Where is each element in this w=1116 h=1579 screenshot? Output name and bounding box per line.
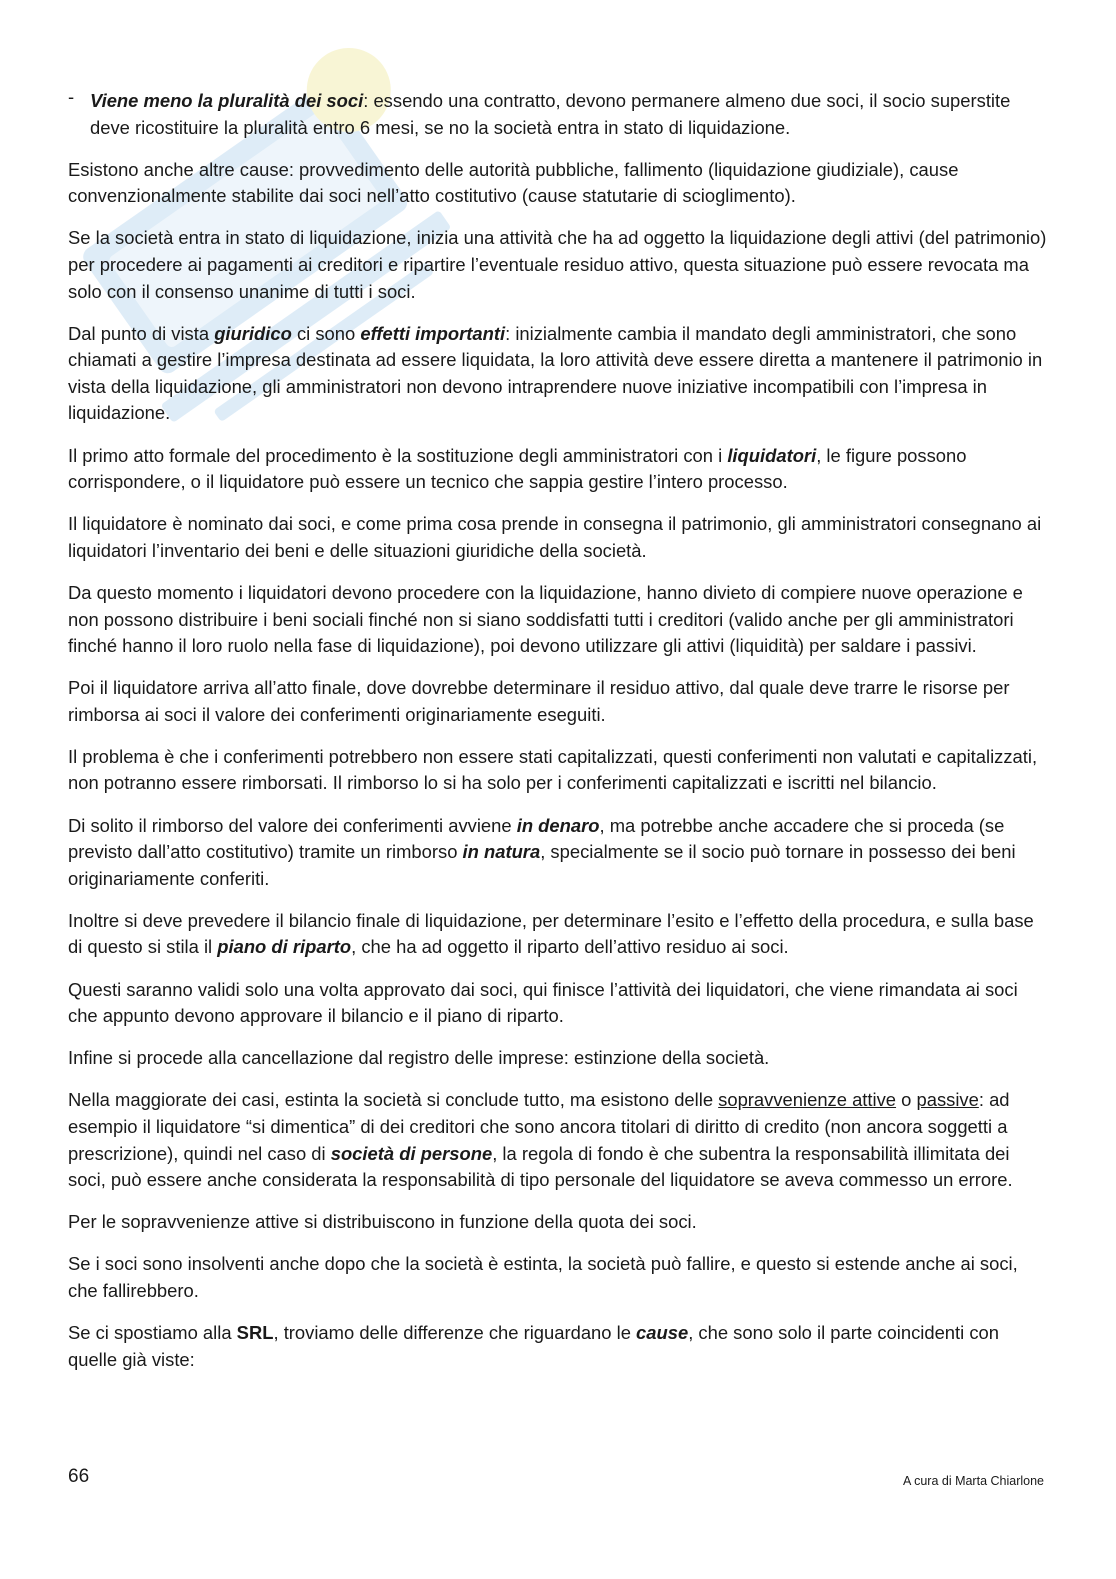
text-run: Dal punto di vista	[68, 322, 215, 344]
paragraph	[68, 225, 1048, 305]
text-run: : inizialmente cambia il mandato degli amministratori, che sono chiamati a gestire l’impresa destinata ad essere liquidata, la loro attività deve essere diretta a mantenere il patrimonio in vista della liquidazione, gli amministratori non devono intraprendere nuove iniziative incompatibili con l’impresa in liquidazione.	[68, 322, 1043, 424]
bullet-marker: -	[68, 86, 75, 107]
emphasized-text: SRL	[236, 1321, 274, 1343]
emphasized-text: società di persone	[330, 1142, 493, 1164]
emphasized-text: in denaro	[516, 814, 600, 836]
paragraph	[68, 744, 1048, 797]
paragraph	[68, 1209, 1048, 1236]
text-run: Per le sopravvenienze attive si distribuiscono in funzione della quota dei soci.	[68, 1211, 697, 1233]
footer-credit: A cura di Marta Chiarlone	[902, 1474, 1044, 1488]
text-run: Il liquidatore è nominato dai soci, e come prima cosa prende in consegna il patrimonio, gli amministratori consegnano ai liquidatori l’inventario dei beni e delle situazioni giuridiche della società.	[68, 513, 1042, 561]
paragraph	[68, 443, 1048, 496]
text-run: Poi il liquidatore arriva all’atto finale, dove dovrebbe determinare il residuo attivo, dal quale deve trarre le risorse per rimborsa ai soci il valore dei conferimenti originariamente eseguiti.	[68, 677, 1010, 725]
paragraph	[68, 1045, 1048, 1072]
emphasized-text: Viene meno la pluralità dei soci	[90, 90, 364, 111]
emphasized-text: sopravvenienze attive	[718, 1089, 897, 1111]
emphasized-text: giuridico	[214, 322, 292, 344]
emphasized-text: cause	[636, 1321, 689, 1343]
text-run: Il problema è che i conferimenti potrebbero non essere stati capitalizzati, questi conferimenti non valutati e capitalizzati, non potranno essere rimborsati. Il rimborso lo si ha solo per i conferimenti capitalizzati e iscritti nel bilancio.	[68, 745, 1038, 794]
text-run: : essendo una contratto, devono permanere almeno due soci, il socio superstite deve ricostituire la pluralità entro 6 mesi, se no la società entra in stato di liquidazione.	[90, 90, 1011, 138]
document-body	[68, 88, 1048, 1389]
emphasized-text: piano di riparto	[217, 936, 352, 958]
text-run: , le figure possono corrispondere, o il liquidatore può essere un tecnico che sappia gestire l’intero processo.	[68, 444, 967, 493]
text-run: ci sono	[291, 322, 361, 344]
emphasized-text: in natura	[462, 841, 541, 863]
text-run: Se la società entra in stato di liquidazione, inizia una attività che ha ad oggetto la liquidazione degli attivi (del patrimonio) per procedere ai pagamenti ai creditori e ripartire l’eventuale residuo attivo, questa situazione può essere revocata ma solo con il consenso unanime di tutti i soci.	[68, 227, 1047, 302]
paragraph	[68, 1087, 1048, 1193]
text-run: Nella maggiorate dei casi, estinta la società si conclude tutto, ma esistono delle	[68, 1089, 719, 1111]
bullet-paragraph	[68, 88, 1048, 141]
text-run: Il primo atto formale del procedimento è la sostituzione degli amministratori con i	[68, 444, 728, 466]
emphasized-text: passive	[916, 1089, 979, 1111]
text-run: Infine si procede alla cancellazione dal registro delle imprese: estinzione della società.	[68, 1047, 770, 1069]
text-run: Se i soci sono insolventi anche dopo che la società è estinta, la società può fallire, e questo si estende anche ai soci, che fallirebbero.	[68, 1253, 1018, 1301]
text-run: Da questo momento i liquidatori devono procedere con la liquidazione, hanno divieto di compiere nuove operazione e non possono distribuire i beni sociali finché non si siano soddisfatti tutti i creditori (valido anche per gli amministratori finché hanno il loro ruolo nella fase di liquidazione), poi devono utilizzare gli attivi (liquidità) per saldare i passivi.	[68, 581, 1023, 657]
text-run: Di solito il rimborso del valore dei conferimenti avviene	[68, 814, 517, 836]
page-number: 66	[68, 1466, 90, 1487]
paragraph	[68, 580, 1048, 660]
text-run: , che sono solo il parte coincidenti con quelle già viste:	[68, 1321, 999, 1370]
paragraph	[68, 813, 1048, 893]
paragraph	[68, 1251, 1048, 1304]
text-run: Questi saranno validi solo una volta approvato dai soci, qui finisce l’attività dei liquidatori, che viene rimandata ai soci che appunto devono approvare il bilancio e il piano di riparto.	[68, 978, 1018, 1027]
emphasized-text: liquidatori	[727, 444, 817, 466]
text-run: , la regola di fondo è che subentra la responsabilità illimitata dei soci, può essere anche considerata la responsabilità di tipo personale del liquidatore se aveva commesso un errore.	[68, 1142, 1013, 1191]
paragraph	[68, 511, 1048, 564]
text-run: , ma potrebbe anche accadere che si proceda (se previsto dall’atto costitutivo) tramite un rimborso	[68, 814, 1005, 863]
text-run: , troviamo delle differenze che riguardano le	[273, 1321, 637, 1343]
paragraph	[68, 908, 1048, 961]
paragraph	[68, 1320, 1048, 1373]
text-run: Se ci spostiamo alla	[68, 1321, 237, 1343]
paragraph	[68, 321, 1048, 427]
text-run: Esistono anche altre cause: provvedimento delle autorità pubbliche, fallimento (liquidazione giudiziale), cause convenzionalmente stabilite dai soci nell’atto costitutivo (cause statutarie di scioglimento).	[68, 158, 959, 207]
paragraph	[68, 157, 1048, 210]
paragraph	[68, 977, 1048, 1030]
text-run: Inoltre si deve prevedere il bilancio finale di liquidazione, per determinare l’esito e l’effetto della procedura, e sulla base di questo si stila il	[68, 909, 1034, 958]
emphasized-text: effetti importanti	[360, 322, 506, 344]
text-run: o	[896, 1089, 917, 1111]
text-run: : ad esempio il liquidatore “si dimentica” di dei creditori che sono ancora titolari di diritto di credito (non ancora soggetti a prescrizione), quindi nel caso di	[68, 1089, 1010, 1164]
paragraph	[68, 675, 1048, 728]
text-run: , che ha ad oggetto il riparto dell’attivo residuo ai soci.	[351, 936, 789, 958]
text-run: , specialmente se il socio può tornare in possesso dei beni originariamente conferiti.	[68, 841, 1016, 889]
